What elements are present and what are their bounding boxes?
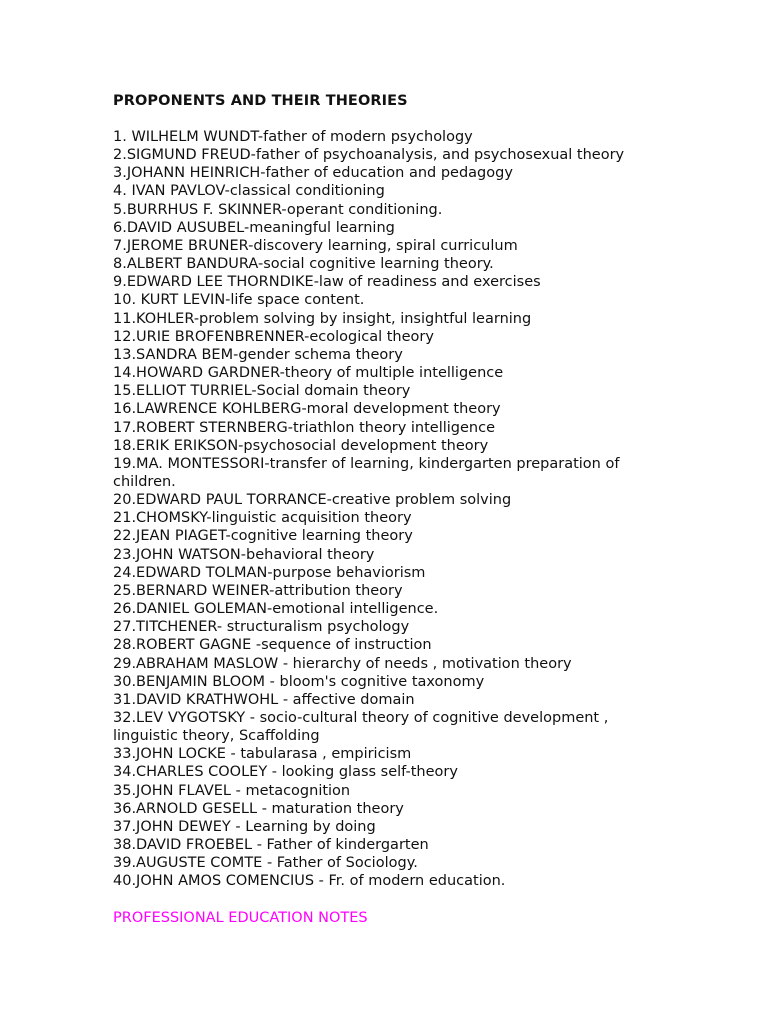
list-item: 31.DAVID KRATHWOHL - affective domain xyxy=(113,691,415,708)
list-item: 26.DANIEL GOLEMAN-emotional intelligence. xyxy=(113,601,439,618)
proponents-list xyxy=(113,128,658,891)
list-item: 4. IVAN PAVLOV-classical conditioning xyxy=(113,183,385,200)
list-item: 11.KOHLER-problem solving by insight, insightful learning xyxy=(113,310,532,327)
list-item: 27.TITCHENER- structuralism psychology xyxy=(113,619,410,636)
list-item: 18.ERIK ERIKSON-psychosocial development theory xyxy=(113,437,489,454)
list-item: 7.JEROME BRUNER-discovery learning, spiral curriculum xyxy=(113,237,518,254)
list-item: 36.ARNOLD GESELL - maturation theory xyxy=(113,800,404,817)
list-item: 16.LAWRENCE KOHLBERG-moral development theory xyxy=(113,401,501,418)
list-item: 10. KURT LEVIN-life space content. xyxy=(113,292,365,309)
list-item: 28.ROBERT GAGNE -sequence of instruction xyxy=(113,637,432,654)
list-item: 23.JOHN WATSON-behavioral theory xyxy=(113,546,375,563)
document-title: PROPONENTS AND THEIR THEORIES xyxy=(113,93,408,109)
list-item: 25.BERNARD WEINER-attribution theory xyxy=(113,582,403,599)
list-item: 15.ELLIOT TURRIEL-Social domain theory xyxy=(113,383,411,400)
list-item: 19.MA. MONTESSORI-transfer of learning, kindergarten preparation of children. xyxy=(113,455,620,490)
list-item: 35.JOHN FLAVEL - metacognition xyxy=(113,782,351,799)
list-item: 37.JOHN DEWEY - Learning by doing xyxy=(113,818,376,835)
list-item: 5.BURRHUS F. SKINNER-operant conditioning. xyxy=(113,201,443,218)
list-item: 32.LEV VYGOTSKY - socio-cultural theory of cognitive development , linguistic theory, Scaffolding xyxy=(113,710,609,745)
list-item: 8.ALBERT BANDURA-social cognitive learning theory. xyxy=(113,256,494,273)
list-item: 20.EDWARD PAUL TORRANCE-creative problem solving xyxy=(113,492,512,509)
list-item: 14.HOWARD GARDNER-theory of multiple intelligence xyxy=(113,365,504,382)
list-item: 3.JOHANN HEINRICH-father of education and pedagogy xyxy=(113,165,513,182)
list-item: 39.AUGUSTE COMTE - Father of Sociology. xyxy=(113,855,418,872)
list-item: 17.ROBERT STERNBERG-triathlon theory intelligence xyxy=(113,419,496,436)
list-item: 33.JOHN LOCKE - tabularasa , empiricism xyxy=(113,746,412,763)
list-item: 1. WILHELM WUNDT-father of modern psychology xyxy=(113,129,473,145)
document-page xyxy=(113,92,658,927)
list-item: 38.DAVID FROEBEL - Father of kindergarten xyxy=(113,837,429,854)
list-item: 40.JOHN AMOS COMENCIUS - Fr. of modern education. xyxy=(113,873,506,890)
list-item: 2.SIGMUND FREUD-father of psychoanalysis, and psychosexual theory xyxy=(113,147,625,164)
list-item: 34.CHARLES COOLEY - looking glass self-theory xyxy=(113,764,458,781)
list-item: 30.BENJAMIN BLOOM - bloom's cognitive taxonomy xyxy=(113,673,485,690)
list-item: 12.URIE BROFENBRENNER-ecological theory xyxy=(113,328,434,345)
list-item: 29.ABRAHAM MASLOW - hierarchy of needs , motivation theory xyxy=(113,655,572,672)
list-item: 9.EDWARD LEE THORNDIKE-law of readiness and exercises xyxy=(113,274,541,291)
list-item: 6.DAVID AUSUBEL-meaningful learning xyxy=(113,219,395,236)
professional-education-notes-link[interactable]: PROFESSIONAL EDUCATION NOTES xyxy=(113,909,368,926)
list-item: 24.EDWARD TOLMAN-purpose behaviorism xyxy=(113,564,426,581)
list-item: 13.SANDRA BEM-gender schema theory xyxy=(113,346,403,363)
list-item: 21.CHOMSKY-linguistic acquisition theory xyxy=(113,510,412,527)
list-item: 22.JEAN PIAGET-cognitive learning theory xyxy=(113,528,413,545)
